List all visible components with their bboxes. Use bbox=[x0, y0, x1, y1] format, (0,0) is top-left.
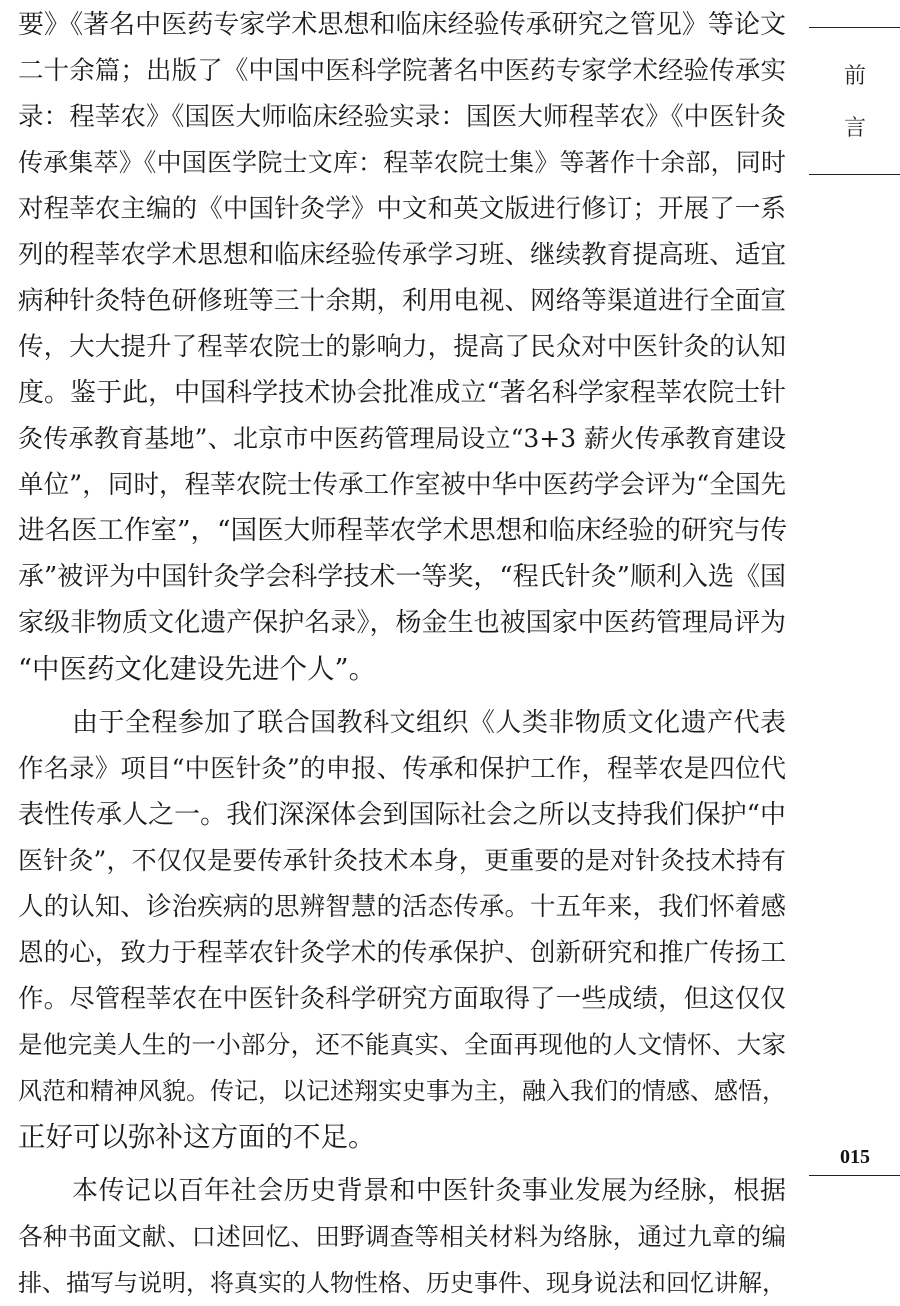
sidebar-top-rule bbox=[809, 27, 900, 28]
text-line: 传承集萃》《中国医学院士文库：程莘农院士集》等著作十余部，同时 bbox=[18, 148, 786, 177]
sidebar-page-rule bbox=[809, 1175, 900, 1176]
text-line: 列的程莘农学术思想和临床经验传承学习班、继续教育提高班、适宜 bbox=[18, 240, 786, 270]
text-line: 家级非物质文化遗产保护名录》，杨金生也被国家中医药管理局评为 bbox=[18, 608, 786, 638]
text-line: 传，大大提升了程莘农院士的影响力，提高了民众对中医针灸的认知 bbox=[18, 332, 786, 362]
text-line: 人的认知、诊治疾病的思辨智慧的活态传承。十五年来，我们怀着感 bbox=[18, 892, 786, 922]
text-line: 是他完美人生的一小部分，还不能真实、全面再现他的人文情怀、大家 bbox=[18, 1030, 786, 1059]
text-line: 灸传承教育基地”、北京市中医药管理局设立“3+3 薪火传承教育建设 bbox=[18, 424, 786, 453]
text-line: 风范和精神风貌。传记，以记述翔实史事为主，融入我们的情感、感悟， bbox=[18, 1077, 786, 1105]
text-line: 医针灸”，不仅仅是要传承针灸技术本身，更重要的是对针灸技术持有 bbox=[18, 846, 786, 875]
text-line: 进名医工作室”，“国医大师程莘农学术思想和临床经验的研究与传 bbox=[18, 515, 788, 546]
paragraph-3 bbox=[18, 1168, 786, 1306]
text-line: 承”被评为中国针灸学会科学技术一等奖，“程氏针灸”顺利入选《国 bbox=[18, 562, 786, 592]
text-line: 作名录》项目“中医针灸”的申报、传承和保护工作，程莘农是四位代 bbox=[18, 754, 786, 784]
text-line: 本传记以百年社会历史背景和中医针灸事业发展为经脉，根据 bbox=[72, 1176, 786, 1206]
text-line: 作。尽管程莘农在中医针灸科学研究方面取得了一些成绩，但这仅仅 bbox=[18, 984, 786, 1014]
text-line: 二十余篇；出版了《中国中医科学院著名中医药专家学术经验传承实 bbox=[18, 56, 786, 86]
text-line: “中医药文化建设先进个人”。 bbox=[18, 653, 377, 685]
text-line: 正好可以弥补这方面的不足。 bbox=[18, 1121, 376, 1153]
page-number: 015 bbox=[840, 1146, 870, 1168]
section-title-char: 言 bbox=[843, 116, 866, 141]
sidebar-title-rule bbox=[809, 174, 900, 175]
text-line: 各种书面文献、口述回忆、田野调查等相关材料为络脉，通过九章的编 bbox=[18, 1222, 786, 1251]
text-line: 度。鉴于此，中国科学技术协会批准成立“著名科学家程莘农院士针 bbox=[18, 378, 786, 408]
section-title-char: 前 bbox=[843, 64, 866, 89]
text-line: 由于全程参加了联合国教科文组织《人类非物质文化遗产代表 bbox=[72, 708, 786, 738]
text-line: 排、描写与说明，将真实的人物性格、历史事件、现身说法和回忆讲解， bbox=[18, 1269, 786, 1297]
paragraph-2 bbox=[18, 700, 786, 1160]
text-line: 病种针灸特色研修班等三十余期，利用电视、网络等渠道进行全面宣 bbox=[18, 286, 786, 316]
text-line: 恩的心，致力于程莘农针灸学术的传承保护、创新研究和推广传扬工 bbox=[18, 938, 786, 968]
paragraph-1 bbox=[18, 2, 786, 692]
body-text bbox=[18, 2, 786, 1306]
text-line: 对程莘农主编的《中国针灸学》中文和英文版进行修订；开展了一系 bbox=[18, 194, 786, 224]
text-line: 录：程莘农》《国医大师临床经验实录：国医大师程莘农》《中医针灸 bbox=[18, 102, 786, 132]
text-line: 要》《著名中医药专家学术思想和临床经验传承研究之管见》等论文 bbox=[18, 10, 786, 40]
text-line: 表性传承人之一。我们深深体会到国际社会之所以支持我们保护“中 bbox=[18, 800, 786, 830]
text-line: 单位”，同时，程莘农院士传承工作室被中华中医药学会评为“全国先 bbox=[18, 470, 786, 500]
